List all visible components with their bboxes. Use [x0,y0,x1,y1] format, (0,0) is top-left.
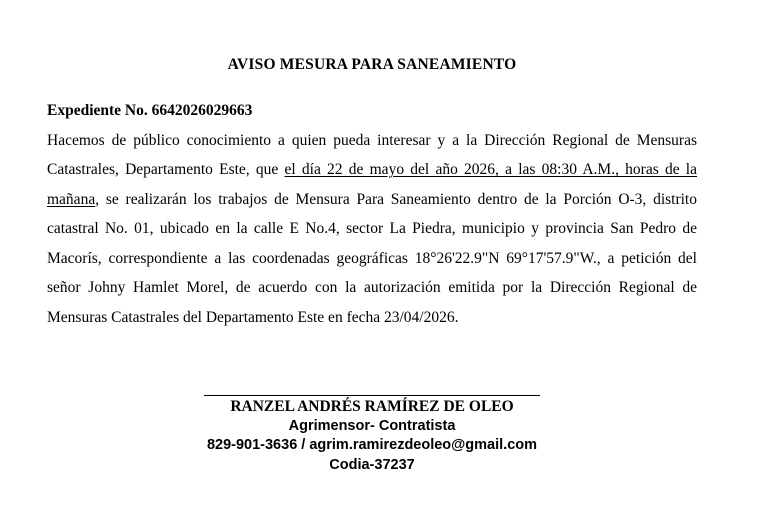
paragraph-details-text: , se realizarán los trabajos de Mensura Para Saneamiento dentro de la Porción O-3, distrito catastral No. 01, ubicado en la calle E No.4, sector La Piedra, municipio y provincia San Pedro de Macorís, correspondiente a las coordenadas geográficas 18°26'22.9"N 69°17'57.9"W., a petición del señor Johny Hamlet Morel, de acuerdo con la autorización emitida por la Dirección Regional de Mensuras Catastrales del Departamento Este en fecha 23/04/2026. [47,190,697,326]
expediente-number: Expediente No. 6642026029663 [47,102,253,119]
signature-line [204,395,540,396]
notice-paragraph [47,126,697,333]
notice-title: AVISO MESURA PARA SANEAMIENTO [227,56,517,73]
signer-codia: Codia-37237 [329,457,415,474]
signer-name: RANZEL ANDRÉS RAMÍREZ DE OLEO [230,398,514,415]
signer-contact: 829-901-3636 / agrim.ramirezdeoleo@gmail.com [206,437,538,454]
signature-block [0,397,744,476]
paragraph-intro-text: Hacemos de público conocimiento a quien pueda interesar y a la Dirección Regional de Mensuras Catastrales, Departamento Este, que [47,131,697,178]
notice-body [47,96,697,332]
signer-role: Agrimensor- Contratista [288,417,456,434]
paragraph-date-time-underlined: el día 22 de mayo del año 2026, a las 08:30 A.M., horas de la mañana [47,161,697,208]
